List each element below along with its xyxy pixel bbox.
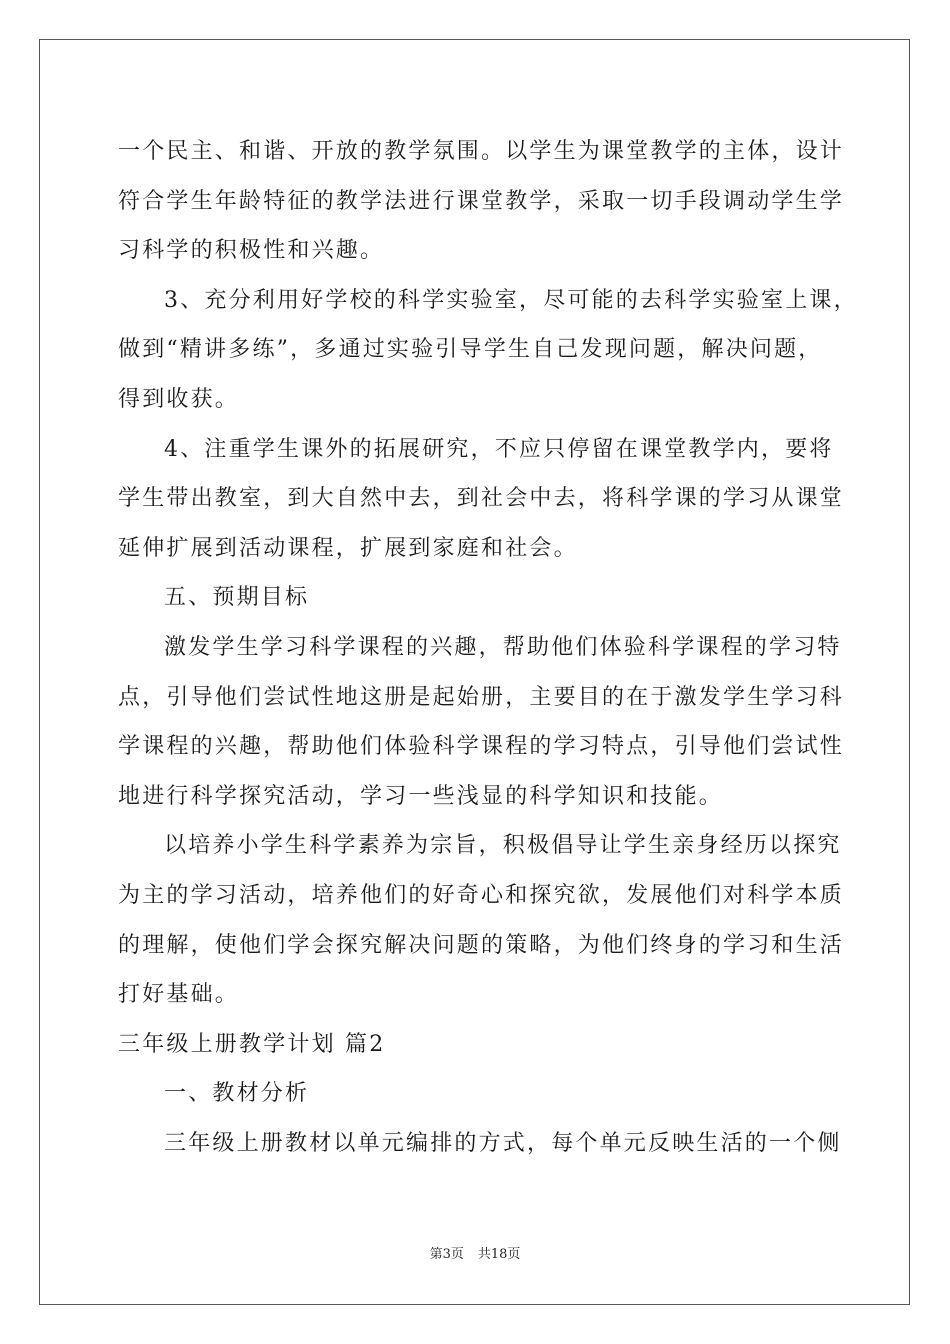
text-line: 学课程的兴趣，帮助他们体验科学课程的学习特点，引导他们尝试性	[118, 734, 845, 760]
text-line: 的理解，使他们学会探究解决问题的策略，为他们终身的学习和生活	[118, 932, 845, 958]
page-footer	[0, 1243, 950, 1262]
page-total: 共18页	[477, 1247, 521, 1262]
text-line: 打好基础。	[118, 982, 240, 1008]
text-line: 做到“精讲多练”，多通过实验引导学生自己发现问题，解决问题，	[118, 337, 823, 363]
document-body	[118, 127, 858, 1168]
text-line: 延伸扩展到活动课程，扩展到家庭和社会。	[118, 535, 578, 561]
text-line: 点，引导他们尝试性地这册是起始册，主要目的在于激发学生学习科	[118, 684, 845, 710]
text-line: 得到收获。	[118, 386, 240, 412]
text-line: 学生带出教室，到大自然中去，到社会中去，将科学课的学习从课堂	[118, 486, 845, 512]
text-line: 3、充分利用好学校的科学实验室，尽可能的去科学实验室上课，	[164, 287, 858, 313]
document-title: 三年级上册教学计划 篇2	[118, 1031, 386, 1057]
text-line: 为主的学习活动，培养他们的好奇心和探究欲，发展他们对科学本质	[118, 882, 845, 908]
text-line: 一个民主、和谐、开放的教学氛围。以学生为课堂教学的主体，设计	[118, 139, 845, 164]
text-line: 激发学生学习科学课程的兴趣，帮助他们体验科学课程的学习特	[164, 634, 842, 660]
text-line: 三年级上册教材以单元编排的方式，每个单元反映生活的一个侧	[164, 1130, 842, 1156]
section-heading: 五、预期目标	[164, 585, 310, 611]
text-line: 地进行科学探究活动，学习一些浅显的科学知识和技能。	[118, 783, 724, 809]
section-heading: 一、教材分析	[164, 1081, 310, 1107]
text-line: 4、注重学生课外的拓展研究，不应只停留在课堂教学内，要将	[164, 436, 834, 462]
text-line: 符合学生年龄特征的教学法进行课堂教学，采取一切手段调动学生学	[118, 188, 845, 214]
text-line: 习科学的积极性和兴趣。	[118, 238, 385, 264]
page-number: 第3页	[429, 1247, 464, 1262]
text-line: 以培养小学生科学素养为宗旨，积极倡导让学生亲身经历以探究	[164, 833, 842, 859]
